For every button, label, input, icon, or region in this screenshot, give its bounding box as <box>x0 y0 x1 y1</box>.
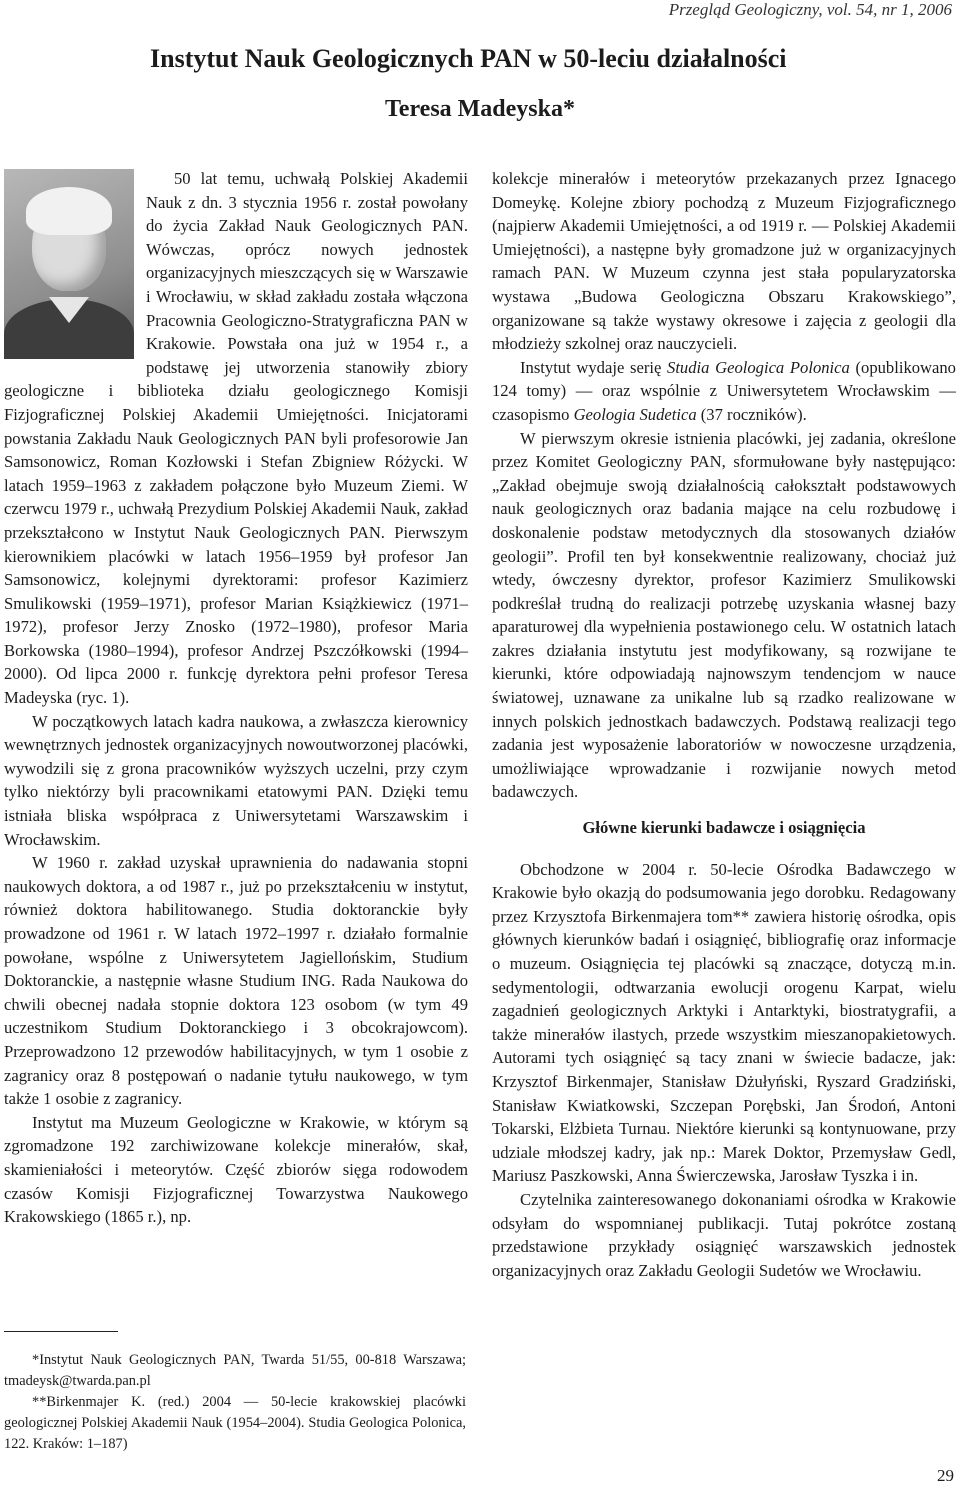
paragraph: 50 lat temu, uchwałą Polskiej Akademii Nauk z dn. 3 stycznia 1956 r. został powołany do życia Zakład Nauk Geologicznych PAN. Wówczas, oprócz nowych jednostek organizacyjnych mieszczących się w Warszawie i Wrocławiu, w skład zakładu została włączona Pracownia Geologiczno-Stratygraficzna PAN w Krakowie. Powstała ona już w 1954 r., a podstawę jej utworzenia stanowiły zbiory geologiczne i biblioteka działu geologicznego Komisji Fizjograficznej Polskiej Akademii Umiejętności. Inicjatorami powstania Zakładu Nauk Geologicznych PAN byli profesorowie Jan Samsonowicz, Roman Kozłowski i Stefan Zbigniew Różycki. W latach 1959–1963 z zakładem połączone było Muzeum Ziemi. W czerwcu 1979 r., uchwałą Prezydium Polskiej Akademii Nauk, zakład przekształcono w Instytut Nauk Geologicznych PAN. Pierwszym kierownikiem placówki w latach 1956–1959 był profesor Jan Samsonowicz, kolejnymi dyrektorami: profesor Kazimierz Smulikowski (1959–1971), profesor Marian Książkiewicz (1971–1972), profesor Jerzy Znosko (1972–1980), profesor Maria Borkowska (1980–1994), profesor Andrzej Pszczółkowski (1994–2000). Od lipca 2000 r. funkcję dyrektora pełni profesor Teresa Madeyska (ryc. 1). <box>4 169 468 708</box>
journal-title: Geologia Sudetica <box>573 404 697 424</box>
paragraph: Obchodzone w 2004 r. 50-lecie Ośrodka Badawczego w Krakowie było okazją do podsumowania jego dorobku. Redagowany przez Krzysztofa Birkenmajera tom** zawiera historię ośrodka, opis głównych kierunków badań i osiągnięć, bibliografię oraz informacje o muzeum. Osiągnięcia tej placówki są znaczące, dotyczą m.in. sedymentologii, odtwarzania ewolucji orogenu Karpat, wielu zagadnień geologicznych Arktyki i Antarktyki, biostratygrafii, a także minerałów ilastych, przede wszystkim mieszanopakietowych. Autorami tych osiągnięć są tacy znani w świecie badacze, jak: Krzysztof Birkenmajer, Stanisław Dżułyński, Ryszard Gradziński, Stanisław Kwiatkowski, Szczepan Porębski, Jan Środoń, Antoni Tokarski, Elżbieta Turnau. Niektóre kierunki są kontynuowane, przy udziale młodszej kadry, jak np.: Marek Doktor, Przemysław Gedl, Mariusz Paszkowski, Anna Świerczewska, Jarosław Tyszka i in. <box>492 859 956 1186</box>
footnotes <box>4 1350 466 1455</box>
paragraph: W pierwszym okresie istnienia placówki, jej zadania, określone przez Komitet Geologiczny PAN, sformułowane były następująco: „Zakład obejmuje swoją działalnością całokształt podstawowych nauk geologicznych oraz badania mające na celu rozbudowę i doskonalenie podstaw metodycznych dla stosowanych działów geologii”. Profil ten był konsekwentnie realizowany, chociaż już wtedy, ówczesny dyrektor, profesor Kazimierz Smulikowski podkreślał trudną do realizacji potrzebę uzyskania własnej bazy aparaturowej dla wypełnienia postawionego celu. W ostatnich latach zakres działania instytutu jest modyfikowany, są rozwijane te kierunki, które odpowiadają najnowszym tendencjom w nauce światowej, uznawane za unikalne lub są rzadko realizowane w innych polskich jednostkach badawczych. Podstawą realizacji tego zadania jest wyposażenie laboratoriów w nowoczesne urządzenia, umożliwiające wprowadzanie i rozwijanie nowych metod badawczych. <box>492 428 956 802</box>
paragraph: Instytut ma Muzeum Geologiczne w Krakowie, w którym są zgromadzone 192 zarchiwizowane kolekcje minerałów, skał, skamieniałości i meteorytów. Część zbiorów sięga rodowodem czasów Komisji Fizjograficznej Towarzystwa Naukowego Krakowskiego (1865 r.), np. <box>4 1112 468 1227</box>
paragraph: W 1960 r. zakład uzyskał uprawnienia do nadawania stopni naukowych doktora, a od 1987 r., już po przekształceniu w instytut, również doktora habilitowanego. Studia doktoranckie były prowadzone od 1961 r. W latach 1972–1997 r. działało formalnie powołane, wspólne z Uniwersytetem Jagiellońskim, Studium Doktoranckie, a następnie własne Studium ING. Rada Naukowa do chwili obecnej nadała stopnie doktora 123 osobom (w tym 49 uczestnikom Studium Doktoranckiego i 3 obcokrajowcom). Przeprowadzono 12 przewodów habilitacyjnych, w tym 1 osobie z zagranicy oraz 8 postępowań o nadanie tytułu naukowego, w tym także 1 osobie z zagranicy. <box>4 853 468 1109</box>
paragraph <box>492 356 956 427</box>
footnote-divider <box>4 1331 118 1332</box>
article-author: Teresa Madeyska* <box>384 96 575 122</box>
paragraph: kolekcje minerałów i meteorytów przekazanych przez Ignacego Domeykę. Kolejne zbiory pochodzą z Muzeum Fizjograficznego (najpierw Akademii Umiejętności, a od 1919 r. — Polskiej Akademii Umiejętności), a następne były gromadzone już w organizacyjnych ramach PAN. W Muzeum czynna jest stała popularyzatorska wystawa „Budowa Geologiczna Obszaru Krakowskiego”, organizowane są także wystawy okresowe i zajęcia z geologii dla młodzieży szkolnej oraz nauczycieli. <box>492 169 956 354</box>
left-column <box>4 167 468 1229</box>
paragraph: W początkowych latach kadra naukowa, a zwłaszcza kierownicy wewnętrznych jednostek organizacyjnych nowoutworzonej placówki, wywodzili się z grona pracowników wyższych uczelni, przy czym tylko niektórzy byli pracownikami etatowymi PAN. Dzięki temu istniała bliska współpraca z Uniwersytetami Warszawskim i Wrocławskim. <box>4 711 468 849</box>
article-title: Instytut Nauk Geologicznych PAN w 50-leciu działalności <box>150 44 787 73</box>
text-span: (opublikowano 124 tomy) — oraz wspólnie z Uniwersytetem Wrocławskim — czasopismo <box>492 357 956 424</box>
series-title: Studia Geologica Polonica <box>667 357 850 377</box>
page-number: 29 <box>937 1466 954 1485</box>
right-column <box>492 167 956 1282</box>
journal-header: Przegląd Geologiczny, vol. 54, nr 1, 2006 <box>668 0 952 19</box>
paragraph: Czytelnika zainteresowanego dokonaniami ośrodka w Krakowie odsyłam do wspomnianej publikacji. Tutaj pokrótce zostaną przedstawione przykłady osiągnięć warszawskich jednostek organizacyjnych oraz Zakładu Geologii Sudetów we Wrocławiu. <box>492 1189 956 1280</box>
footnote: *Instytut Nauk Geologicznych PAN, Twarda 51/55, 00-818 Warszawa; tmadeysk@twarda.pan.pl <box>4 1352 466 1389</box>
portrait-photo-icon <box>4 169 134 359</box>
text-span: (37 roczników). <box>696 404 807 424</box>
footnote: **Birkenmajer K. (red.) 2004 — 50-lecie krakowskiej placówki geologicznej Polskiej Akademii Nauk (1954–2004). Studia Geologica Polonica, 122. Kraków: 1–187) <box>4 1394 466 1452</box>
section-heading: Główne kierunki badawcze i osiągnięcia <box>582 818 866 838</box>
text-span: Instytut wydaje serię <box>520 357 668 377</box>
